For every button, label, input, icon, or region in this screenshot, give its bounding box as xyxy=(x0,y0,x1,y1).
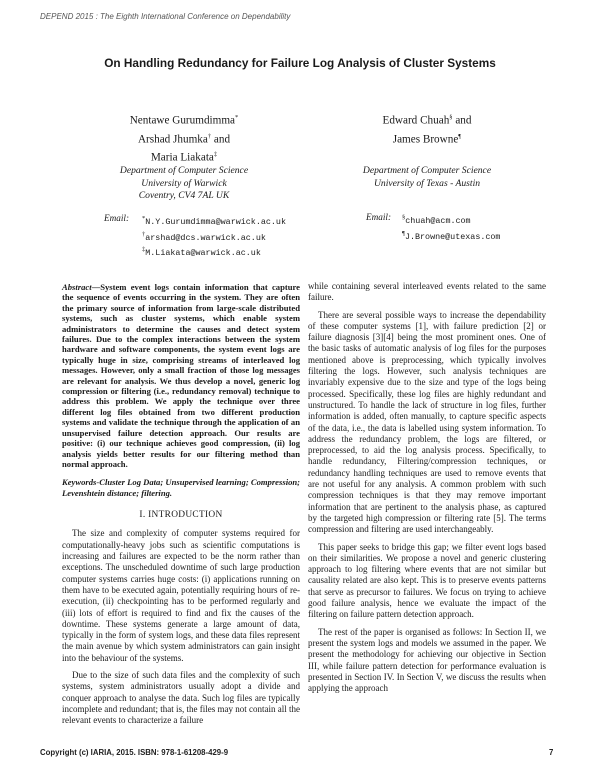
email-mark: * xyxy=(142,215,146,222)
author-line xyxy=(100,147,268,166)
author-conjunction: and xyxy=(211,133,231,146)
paragraph: This paper seeks to bridge this gap; we filter event logs based on their similarities. We propose a novel and generic clustering approach to log filtering where events that are not similar but causality related are also kept. This is to preserve events patterns that serve as precursor to failures. We focus on trying to achieve good failure analysis, hence we evaluate the impact of the filtering on failure pattern detection approach. xyxy=(308,541,546,620)
affiliation-right xyxy=(352,165,502,190)
author-name: Maria Liakata xyxy=(150,152,214,165)
author-name: James Browne xyxy=(392,133,459,146)
email-address[interactable]: N.Y.Gurumdimma@warwick.ac.uk xyxy=(145,217,286,228)
author-mark: † xyxy=(207,132,212,140)
author-name: Edward Chuah xyxy=(382,114,450,127)
paragraph: Due to the size of such data files and the complexity of such systems, system administrators usually adopt a divide and conquer approach to analyse the data. Such log files are typically incomplete and redundant; that is, the files may not contain all the relevant events to characterize a failure xyxy=(62,669,300,726)
author-line xyxy=(100,110,268,129)
email-mark: § xyxy=(402,214,406,221)
emails-right xyxy=(366,212,566,243)
author-name: Nentawe Gurumdimma xyxy=(129,114,236,127)
email-mark: ¶ xyxy=(402,229,405,237)
email-address[interactable]: arshad@dcs.warwick.ac.uk xyxy=(145,232,266,243)
author-line xyxy=(352,110,502,129)
email-entry xyxy=(402,228,566,244)
city: Coventry, CV4 7AL UK xyxy=(138,190,230,201)
author-line xyxy=(352,129,502,148)
email-entry xyxy=(142,229,334,245)
right-column xyxy=(308,281,546,694)
abstract-label: Abstract xyxy=(62,282,92,292)
author-mark: * xyxy=(235,114,239,121)
author-line xyxy=(100,129,268,148)
department: Department of Computer Science xyxy=(362,165,492,176)
email-entry xyxy=(142,213,334,229)
page-number: 7 xyxy=(549,748,554,757)
affiliation-left xyxy=(100,165,268,203)
footer-copyright: Copyright (c) IARIA, 2015. ISBN: 978-1-61208-429-9 xyxy=(40,748,229,757)
keywords: Keywords-Cluster Log Data; Unsupervised learning; Compression; Levenshtein distance; filtering. xyxy=(62,477,301,498)
paragraph: The rest of the paper is organised as follows: In Section II, we present the system logs and models we assumed in the paper. We present the methodology for achieving our objective in Section III, while failure pattern detection for performance evaluation is presented in Section IV. In Section V, we discuss the results when applying the approach xyxy=(308,626,546,694)
email-address[interactable]: M.Liakata@warwick.ac.uk xyxy=(145,248,261,259)
author-mark: § xyxy=(449,114,453,121)
author-block-left xyxy=(100,110,268,166)
email-mark: † xyxy=(142,230,146,238)
department: Department of Computer Science xyxy=(119,165,249,176)
university: University of Texas - Austin xyxy=(373,177,481,189)
university: University of Warwick xyxy=(141,177,227,189)
author-block-right xyxy=(352,110,502,147)
email-entry xyxy=(142,244,334,260)
email-label: Email: xyxy=(366,212,392,222)
author-name: Arshad Jhumka xyxy=(137,133,208,146)
email-mark: ‡ xyxy=(142,246,146,254)
abstract xyxy=(62,282,300,469)
author-mark: ‡ xyxy=(213,151,218,159)
paragraph: There are several possible ways to increase the dependability of these computer systems [1], with failure prediction [2] or failure diagnosis [3][4] being the most prominent ones. One of the basic tasks of automatic analysis of log files for the purposes mentioned above is preprocessing, which typically involves filtering the logs. However, such analysis techniques are invariably expensive due to the size and type of the logs being processed. Specifically, these log files are highly redundant and unstructured. To handle the lack of structure in log files, further information is added, often manually, to capture specific aspects of the data, i.e., the data is labelled using system information. To address the redundancy problem, the logs are filtered, or preprocessed, to aid the log analysis process. Specifically, to handle redundancy, Filtering/compression techniques, or redundancy handling techniques are used to remove events that are not useful for any analysis. A common problem with such compression techniques is that they may remove important information that are pertinent to the analysis phase, as captured by the targeted high compression or filtering rate [5]. The terms compression and filtering are used interchangeably. xyxy=(308,309,546,535)
email-label: Email: xyxy=(104,213,130,223)
email-address[interactable]: chuah@acm.com xyxy=(405,216,471,227)
paper-title: On Handling Redundancy for Failure Log Analysis of Cluster Systems xyxy=(104,56,496,70)
author-mark: ¶ xyxy=(458,132,462,140)
paragraph: while containing several interleaved events related to the same failure. xyxy=(308,281,546,303)
email-entry xyxy=(402,212,566,228)
left-column xyxy=(62,282,300,726)
conference-header: DEPEND 2015 : The Eighth International Conference on Dependability xyxy=(40,12,291,21)
author-conjunction: and xyxy=(452,114,472,127)
section-heading: I. INTRODUCTION xyxy=(139,510,223,521)
email-address[interactable]: J.Browne@utexas.com xyxy=(404,231,501,242)
emails-left xyxy=(104,213,334,260)
abstract-text: —System event logs contain information that capture the sequence of events occurring in the system. They are often the primary source of information from large-scale distributed systems, such as cluster systems, which enable system administrators to determine the causes and detect system failures. Due to the complex interactions between the system hardware and software components, the system event logs are typically huge in size, comprising streams of interleaved log messages. However, only a small fraction of those log messages are relevant for analysis. We thus develop a novel, generic log compression or filtering (i.e., redundancy removal) technique to address this problem. We apply the technique over three different log files obtained from two different production systems and validate the technique through the application of an unsupervised failure detection approach. Our results are positive: (i) our technique achieves good compression, (ii) log analysis yields better results for our filtering method than normal approach. xyxy=(62,282,300,469)
paragraph: The size and complexity of computer systems required for computationally-heavy jobs such as scientific computations is increasing and failures are expected to be the norm rather than exceptions. The unscheduled downtime of such large production computer systems carries huge costs: (i) applications running on them have to be executed again, potentially requiring hours of re-execution, (ii) checkpointing has to be performed regularly and (iii) lots of effort is required to find and fix the causes of the downtime. These systems generate a large amount of data, typically in the form of system logs, and these data files represent the main avenue by which system administrators can gain insight into the behaviour of the systems. xyxy=(62,528,300,663)
